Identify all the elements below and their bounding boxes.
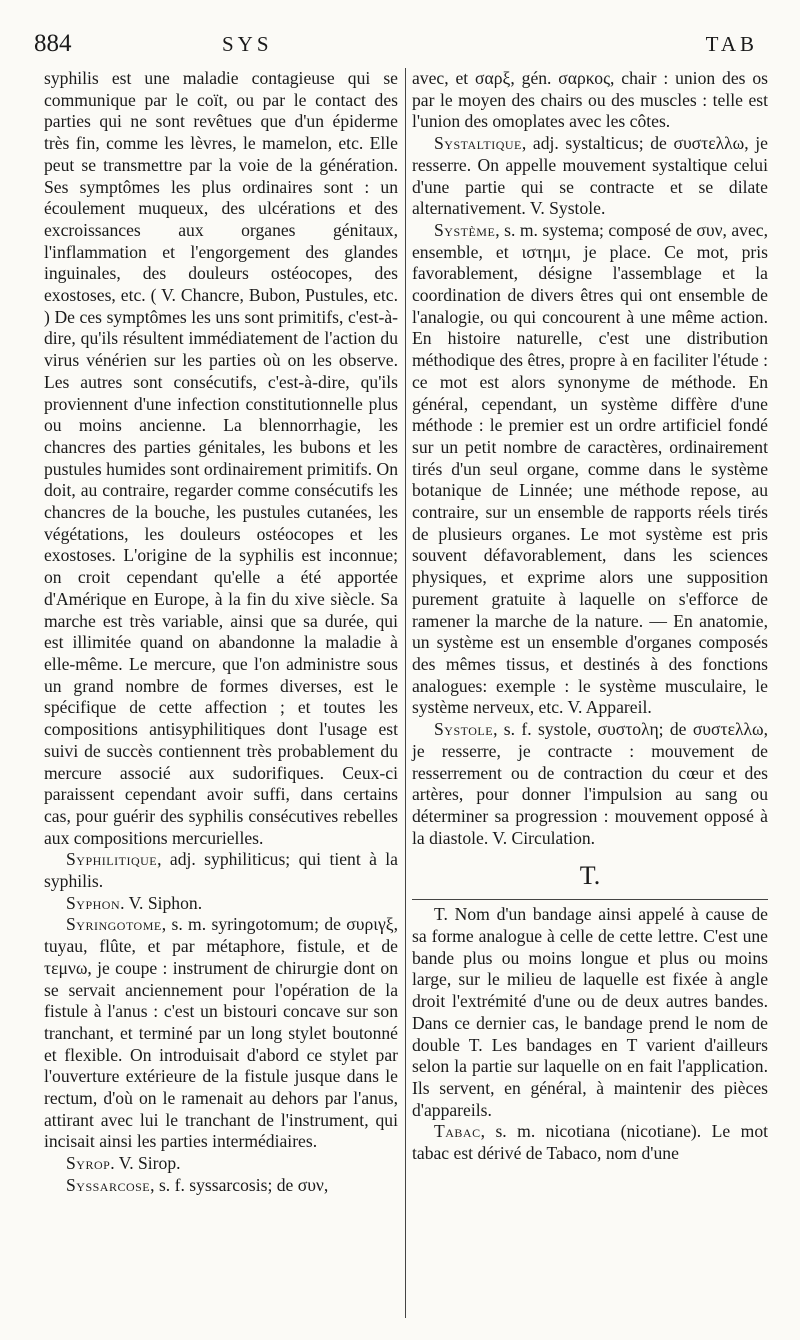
entry-term: Syphilitique bbox=[66, 849, 158, 870]
page-number: 884 bbox=[34, 30, 72, 57]
entry-paragraph: syphilis est une maladie contagieuse qui se communique par le coït, ou par le contact des parties qui ne sont revêtues que d'un épiderme très fin, comme les lèvres, le mamelon, etc. Elle peut se transmettre par la voie de la génération. Ses symptômes les plus ordinaires sont : un écoulement muqueux, des ulcérations et des excroissances aux organes génitaux, l'inflammation et l'engorgement des glandes inguinales, des douleurs ostéocopes, des exostoses, etc. ( V. Chancre, Bubon, Pustules, etc. ) De ces symptômes les uns sont primitifs, c'est-à-dire, qu'ils résultent immédiatement de l'action du virus vénérien sur les parties où on les observe. Les autres sont consécutifs, c'est-à-dire, qu'ils proviennent d'une infection constitutionnelle plus ou moins ancienne. La blennorrhagie, les chancres des parties génitales, les bubons et les pustules humides sont ordinairement primitifs. On doit, au contraire, regarder comme consécutifs les chancres de la bouche, les pustules cutanées, les végétations, les douleurs ostéocopes et les exostoses. L'origine de la syphilis est inconnue; on croit cependant qu'elle a été apportée d'Amérique en Europe, à la fin du xive siècle. Sa marche est très variable, ainsi que sa durée, qui est illimitée quand on abandonne la maladie à elle-même. Le mercure, que l'on administre sous un grand nombre de formes diverses, est le spécifique de cette affection ; et toutes les compositions antisyphilitiques dont l'usage est suivi de succès contiennent très probablement du mercure associé aux sudorifiques. Ceux-ci paraissent cependant avoir suffi, dans certains cas, pour guérir des syphilis consécutives rebelles aux compositions mercurielles. bbox=[44, 68, 398, 848]
right-column bbox=[412, 68, 768, 1165]
section-rule bbox=[412, 899, 768, 900]
left-running-head: SYS bbox=[222, 32, 273, 56]
entry-paragraph: Systaltique, adj. systalticus; de συστελλω, je resserre. On appelle mouvement systaltique celui d'une partie qui se contracte et se dilate alternativement. V. Systole. bbox=[412, 133, 768, 219]
running-header bbox=[30, 30, 770, 70]
entry-term: Système bbox=[434, 219, 496, 240]
entry-term: Systole bbox=[434, 719, 494, 740]
entry-paragraph: Syringotome, s. m. syringotomum; de συριγξ, tuyau, flûte, et par métaphore, fistule, et de τεμνω, je coupe : instrument de chirurgie dont on se servait anciennement pour l'opération de la fistule à l'anus : c'est un bistouri concave sur son tranchant, et terminé par un long stylet boutonné et flexible. On introduisait d'abord ce stylet par l'ouverture extérieure de la fistule jusque dans le rectum, d'où on le ramenait au dehors par l'anus, attirant avec lui le tranchant de l'instrument, qui incisait ainsi les parties intermédiaires. bbox=[44, 914, 398, 1152]
section-letter-heading: T. bbox=[579, 861, 601, 891]
entry-paragraph: avec, et σαρξ, gén. σαρκος, chair : union des os par le moyen des chairs ou des muscles : telle est l'union des omoplates avec les côtes. bbox=[412, 68, 768, 132]
left-column bbox=[44, 68, 398, 1197]
entry-term: Syringotome bbox=[66, 914, 162, 935]
entry-paragraph: Syrop. V. Sirop. bbox=[66, 1153, 181, 1174]
entry-paragraph: Tabac, s. m. nicotiana (nicotiane). Le mot tabac est dérivé de Tabaco, nom d'une bbox=[412, 1121, 768, 1164]
entry-paragraph: Syphon. V. Siphon. bbox=[66, 892, 203, 913]
entry-paragraph: Systole, s. f. systole, συστολη; de συστελλω, je resserre, je contracte : mouvement de resserrement ou de contraction du cœur et des artères, pour donner l'impulsion au sang ou déterminer sa progression : mouvement opposé à la diastole. V. Circulation. bbox=[412, 719, 768, 848]
entry-paragraph: Syphilitique, adj. syphiliticus; qui tient à la syphilis. bbox=[44, 849, 398, 892]
entry-term: Systaltique bbox=[434, 133, 522, 154]
entry-term: Syssarcose bbox=[66, 1174, 151, 1195]
entry-paragraph: T. Nom d'un bandage ainsi appelé à cause de sa forme analogue à celle de cette lettre. C'est une bande plus ou moins longue et plus ou moins large, sur le milieu de laquelle est fixée à angle droit l'extrémité d'une ou de deux autres bandes. Dans ce dernier cas, le bandage prend le nom de double T. Les bandages en T varient d'ailleurs selon la partie sur laquelle on en fait l'application. Ils servent, en général, à maintenir des pièces d'appareils. bbox=[412, 904, 768, 1120]
column-divider bbox=[405, 68, 406, 1318]
entry-paragraph: Syssarcose, s. f. syssarcosis; de συν, bbox=[66, 1174, 329, 1195]
right-running-head: TAB bbox=[705, 32, 758, 56]
entry-term: Syphon bbox=[66, 892, 121, 913]
entry-term: Tabac bbox=[434, 1121, 481, 1142]
entry-term: Syrop bbox=[66, 1153, 111, 1174]
entry-paragraph: Système, s. m. systema; composé de συν, avec, ensemble, et ιστημι, je place. Ce mot, pris favorablement, désigne l'assemblage et la coordination de divers êtres qui ont ensemble de l'analogie, ou qui concourent à une même action. En histoire naturelle, c'est une distribution méthodique des êtres, propre à en faciliter l'étude : ce mot est alors synonyme de méthode. En général, cependant, un système diffère d'une méthode : le premier est un ordre artificiel fondé sur un petit nombre de caractères, ordinairement tirés d'un seul organe, comme dans le système botanique de Linnée; une méthode repose, au contraire, sur un ensemble de rapports réels tirés de plusieurs organes. Le mot système est pris souvent défavorablement, dans les sciences physiques, et exprime alors une supposition purement gratuite à laquelle on s'efforce de ramener la marche de la nature. — En anatomie, un système est un ensemble d'organes composés des mêmes tissus, et destinés à des fonctions analogues: exemple : le système musculaire, le système nerveux, etc. V. Appareil. bbox=[412, 219, 768, 718]
